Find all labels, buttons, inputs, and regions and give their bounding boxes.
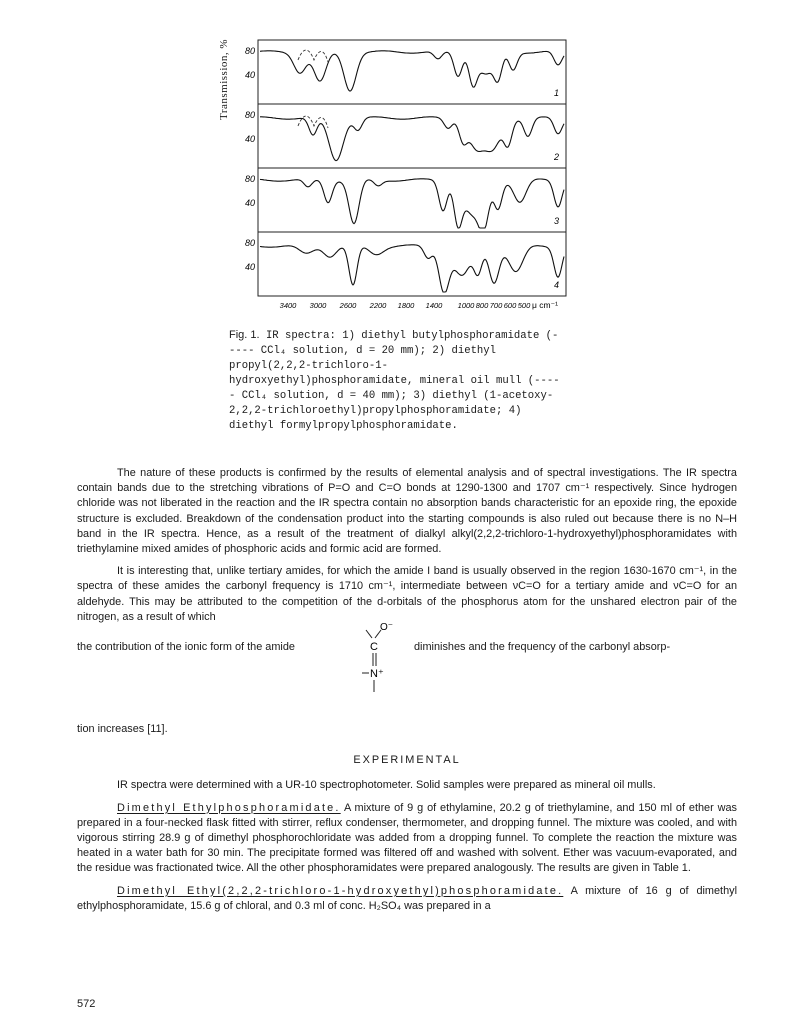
- structure-c: C: [370, 641, 378, 653]
- page-number: 572: [77, 998, 96, 1010]
- y-tick-label: 80: [244, 174, 255, 184]
- panel-number: 3: [554, 216, 560, 226]
- paragraph-2: It is interesting that, unlike tertiary amides, for which the amide I band is usually observed in the region 1630-1670 cm⁻¹, in the spectra of these amides the carbonyl frequency is 1710 cm⁻¹, intermediate between νC=O for a tertiary amide and νC=O for an aldehyde. This may be attributed to the competition of the d-orbitals of the phosphorus atom for the unshared electron pair of the nitrogen, as a result of which: [77, 565, 737, 623]
- x-axis-unit: μ cm⁻¹: [532, 300, 558, 310]
- spectrum-panel-frame: [258, 232, 566, 296]
- x-tick-label: 700: [489, 301, 503, 310]
- x-tick-label: 1400: [425, 301, 443, 310]
- y-tick-label: 80: [244, 238, 255, 248]
- spectrum-trace: [260, 179, 564, 228]
- x-tick-label: 1800: [397, 301, 415, 310]
- paragraph-2c: tion increases [11].: [77, 723, 168, 735]
- x-tick-label: 500: [517, 301, 531, 310]
- x-tick-label: 2600: [339, 301, 357, 310]
- caption-text: IR spectra: 1) diethyl butylphosphoramidate (----- CCl₄ solution, d = 20 mm); 2) diethyl propyl(2,2,2-trichloro-1-hydroxyethyl)phosphoramidate, mineral oil mull (----- CCl₄ solution, d = 40 mm); 3) diethyl (1-acetoxy-2,2,2-trichloroethyl)propylphosphoramidate; 4) diethyl formylpropylphosphoramidate.: [229, 330, 560, 432]
- paragraph-4: [77, 801, 737, 877]
- y-tick-label: 80: [244, 110, 255, 120]
- structure-n-plus: N⁺: [370, 668, 384, 680]
- spectrum-panel-frame: [258, 168, 566, 232]
- caption-label: Fig. 1.: [229, 329, 260, 341]
- spectrum-panel-frame: [258, 104, 566, 168]
- y-tick-label: 40: [244, 134, 255, 144]
- paragraph-1: The nature of these products is confirmed by the results of elemental analysis and of spectral investigations. The IR spectra contain bands due to the stretching vibrations of P=O and C=O bonds at 1290-1300 and 1707 cm⁻¹ respectively. Since hydrogen chloride was not liberated in the reaction and the IR spectra contain no absorption bands characteristic for an epoxide ring, the epoxide structure is excluded. Breakdown of the condensation product into the starting compounds is also ruled out because there is no N–H band in the IR spectra. Hence, as a result of the treatment of dialkyl alkyl(2,2,2-trichloro-1-hydroxyethyl)phosphoramidates with triethylamine mixed amides of phosphoric acids and formic acid are formed.: [77, 467, 737, 556]
- panel-number: 4: [554, 280, 560, 290]
- y-tick-label: 40: [244, 70, 255, 80]
- spectrum-trace: [260, 245, 564, 292]
- paragraph-4-body: A mixture of 9 g of ethylamine, 20.2 g of triethylamine, and 150 ml of ether was prepared in a four-necked flask fitted with stirrer, reflux condenser, thermometer, and dropping funnel. The mixture was cooled, and with vigorous stirring 28.9 g of dimethyl phosphorochloridate was added from a dropping funnel. To complete the reaction the mixture was heated in a water bath for 30 min. The precipitate formed was filtered off and washed with solvent. Ether was vacuum-evaporated, and the residue was fractionated twice. All the other phosphoramidates were prepared analogously. The results are given in Table 1.: [77, 801, 737, 875]
- y-tick-label: 40: [244, 198, 255, 208]
- experimental-heading: EXPERIMENTAL: [353, 754, 461, 767]
- paragraph-5-title: Dimethyl Ethyl(2,2,2-trichloro-1-hydroxyethyl)phosphoramidate.: [117, 884, 564, 897]
- structure-line: [77, 622, 737, 704]
- spectrum-panel-frame: [258, 40, 566, 104]
- x-tick-label: 3400: [279, 301, 297, 310]
- panel-number: 2: [554, 152, 560, 162]
- paragraph-5: [77, 884, 737, 914]
- spectrum-trace: [260, 117, 564, 161]
- ccl4-dashed-trace: [298, 50, 328, 62]
- paragraph-4-title: Dimethyl Ethylphosphoramidate.: [117, 801, 341, 814]
- structure-line-left: the contribution of the ionic form of the amide: [77, 641, 295, 653]
- x-tick-label: 800: [475, 301, 489, 310]
- ir-spectra-svg: [226, 36, 586, 326]
- y-tick-label: 40: [244, 262, 255, 272]
- structure-line-right: diminishes and the frequency of the carbonyl absorp-: [414, 641, 671, 653]
- x-tick-label: 600: [503, 301, 517, 310]
- panel-number: 1: [554, 88, 560, 98]
- body-text-block-2: [77, 722, 737, 921]
- figure-caption: [229, 328, 561, 434]
- amide-ionic-structure: [362, 620, 408, 698]
- x-tick-label: 2200: [369, 301, 387, 310]
- body-text-block-1: [77, 466, 737, 632]
- spectrum-trace: [260, 51, 564, 91]
- y-axis-label: Transmission, %: [218, 38, 230, 120]
- ir-spectra-figure: [226, 36, 586, 326]
- paragraph-5-body: A mixture of 16 g of dimethyl ethylphosphoramidate, 15.6 g of chloral, and 0.3 ml of conc. H₂SO₄ was prepared in a: [77, 884, 737, 912]
- paragraph-3: IR spectra were determined with a UR-10 spectrophotometer. Solid samples were prepared as mineral oil mulls.: [117, 779, 656, 792]
- x-tick-label: 1000: [457, 301, 475, 310]
- y-tick-label: 80: [244, 46, 255, 56]
- structure-o-minus: O⁻: [380, 622, 394, 633]
- x-tick-label: 3000: [309, 301, 327, 310]
